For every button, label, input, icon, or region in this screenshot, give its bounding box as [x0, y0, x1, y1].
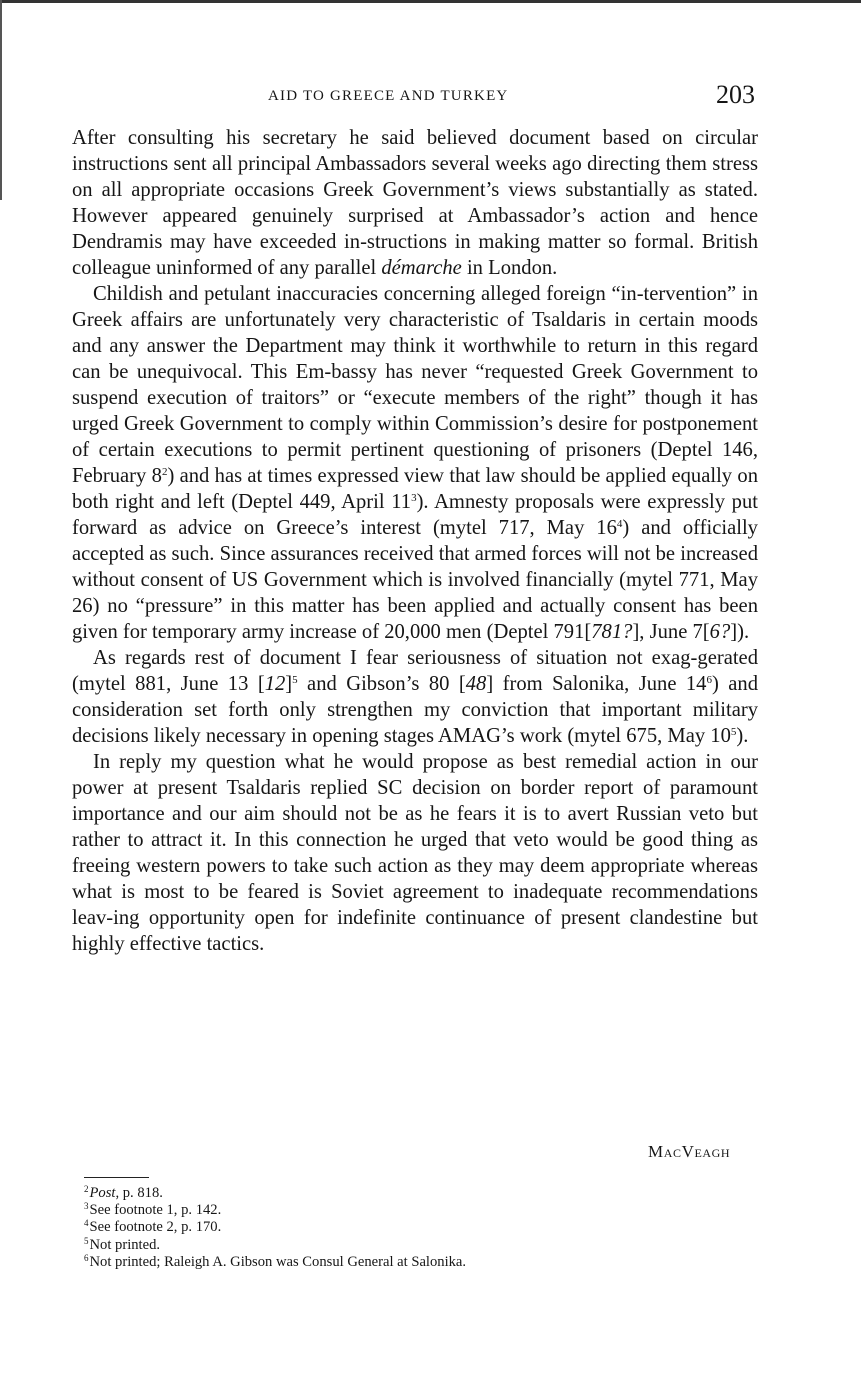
footnote-ref: 6	[706, 674, 712, 686]
footnote-5	[84, 1237, 724, 1254]
footnote-text: See footnote 1, p. 142.	[89, 1202, 222, 1219]
running-header	[0, 80, 861, 114]
footnote-ref: 5	[730, 726, 737, 738]
italic-correction: 781?	[591, 621, 633, 643]
footnote-ref: 3	[411, 492, 417, 504]
text-run: ) and has at times expressed view that law should be applied equally on both right and left (Deptel 449, April 11	[72, 465, 758, 513]
footnote-italic: Post	[89, 1185, 116, 1201]
footnote-mark: 6	[84, 1252, 89, 1263]
footnote-text: , p. 818.	[115, 1185, 163, 1201]
italic-correction: 48	[465, 673, 487, 695]
footnote-text: See footnote 2, p. 170.	[89, 1219, 222, 1236]
footnote-mark: 4	[84, 1218, 89, 1229]
footnote-6	[84, 1254, 724, 1271]
footnotes	[84, 1185, 724, 1271]
footnote-4	[84, 1219, 724, 1236]
text-run: in London.	[461, 257, 558, 279]
footnote-separator	[84, 1177, 149, 1178]
text-run: After consulting his secretary he said believed document based on circular instructions sent all principal Ambassadors several weeks ago directing them stress on all appropriate occasions Greek Government’s views substantially as stated. However appeared genuinely surprised at Ambassador’s action and hence Dendramis may have exceeded in-structions in making matter so formal. British colleague uninformed of any parallel	[72, 127, 758, 279]
footnote-2	[84, 1185, 724, 1202]
text-run: ). Amnesty proposals were expressly put forward as advice on Greece’s interest (mytel 717, May 16	[72, 491, 758, 539]
text-run: ], June 7[	[632, 621, 710, 643]
text-run: and Gibson’s 80 [	[297, 673, 466, 695]
footnote-mark: 2	[84, 1184, 89, 1194]
text-run: As regards rest of document I fear seriousness of situation not exag-gerated (mytel 881, June 13 [	[72, 647, 758, 695]
footnote-ref: 5	[292, 674, 298, 686]
page-number: 203	[716, 80, 755, 109]
text-run: ]).	[730, 621, 750, 643]
text-run: ).	[736, 725, 749, 747]
text-run: ) and consideration set forth only strengthen my conviction that important military decisions likely necessary in opening stages AMAG’s work (mytel 675, May 10	[72, 673, 758, 747]
footnote-text: Not printed; Raleigh A. Gibson was Consul General at Salonika.	[89, 1253, 467, 1270]
paragraph-3	[72, 645, 758, 749]
paragraph-2	[72, 281, 758, 645]
paragraph-1	[72, 125, 758, 281]
footnote-3	[84, 1202, 724, 1219]
footnote-mark: 5	[84, 1235, 89, 1246]
top-edge-rule	[0, 0, 861, 3]
footnote-ref: 4	[616, 518, 623, 530]
footnote-ref: 2	[161, 466, 168, 478]
text-run: ] from Salonika, June 14	[486, 673, 707, 695]
signature: MacVeagh	[648, 1142, 731, 1161]
italic-term: démarche	[381, 257, 462, 279]
text-run: ]	[285, 673, 293, 695]
footnote-mark: 3	[84, 1201, 89, 1212]
text-run: ) and officially accepted as such. Since assurances received that armed forces will not be increased without consent of US Government which is involved financially (mytel 771, May 26) no “pressure” in this matter has been applied and actually consent has been given for temporary army increase of 20,000 men (Deptel 791[	[72, 517, 758, 643]
running-title: AID TO GREECE AND TURKEY	[268, 88, 509, 104]
italic-correction: 6?	[709, 621, 731, 643]
italic-correction: 12	[264, 673, 286, 695]
text-run: Childish and petulant inaccuracies concerning alleged foreign “in-tervention” in Greek affairs are unfortunately very characteristic of Tsaldaris in certain moods and any answer the Department may think it worthwhile to return in this regard can be unequivocal. This Em-bassy has never “requested Greek Government to suspend execution of traitors” or “execute members of the right” though it has urged Greek Government to comply within Commission’s desire for postponement of certain executions to permit pertinent questioning of prisoners (Deptel 146, February 8	[72, 283, 758, 487]
document-body	[72, 125, 758, 957]
footnote-text: Not printed.	[89, 1236, 161, 1253]
paragraph-4: In reply my question what he would propose as best remedial action in our power at present Tsaldaris replied SC decision on border report of paramount importance and our aim should not be as he fears it is to avert Russian veto but rather to attract it. In this connection he urged that veto would be good thing as freeing western powers to take such action as they may deem appropriate whereas what is most to be feared is Soviet agreement to inadequate recommendations leav-ing opportunity open for indefinite continuance of present clandestine but highly effective tactics.	[72, 751, 758, 955]
